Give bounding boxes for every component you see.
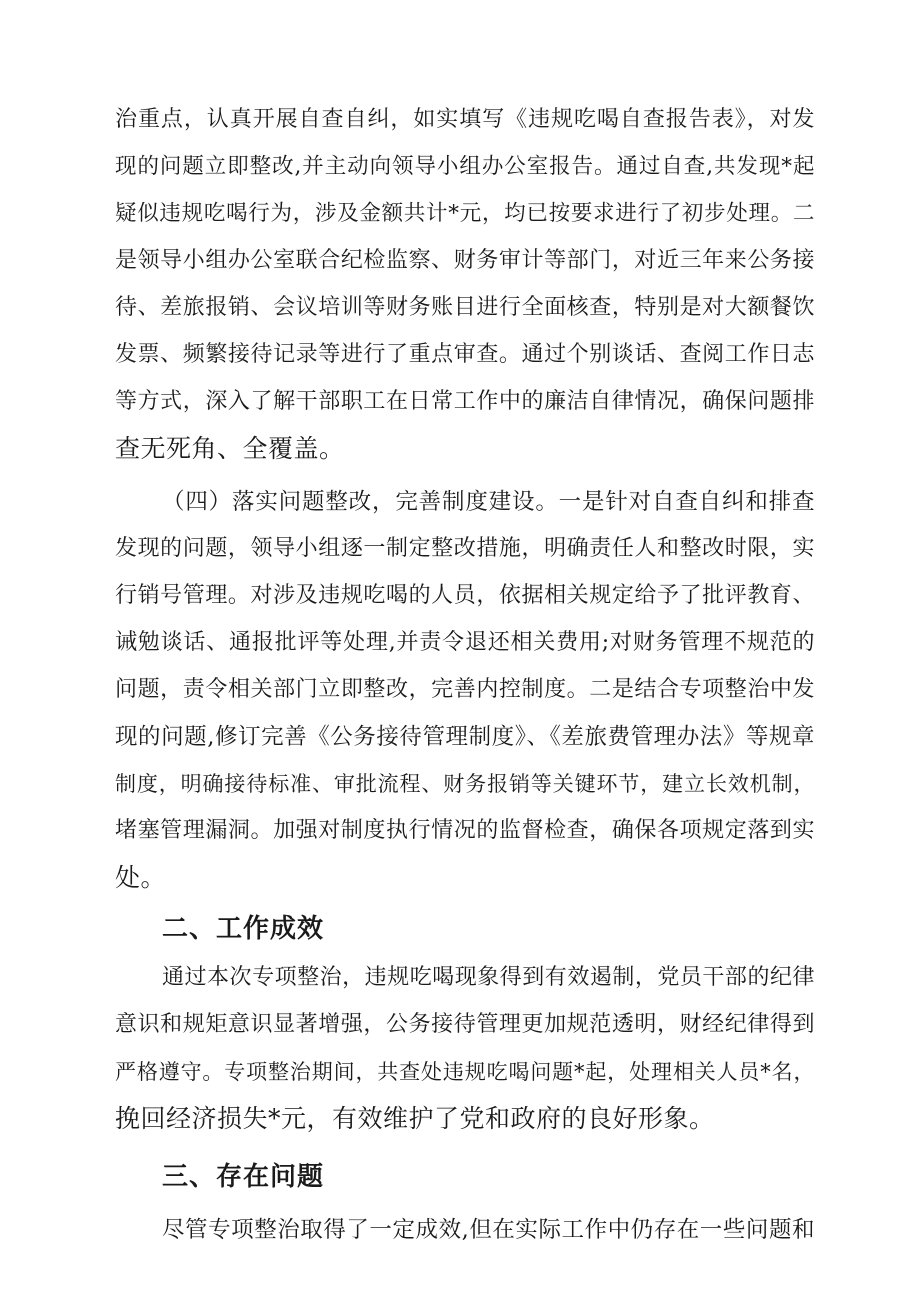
paragraph-line: 挽回经济损失*元，有效维护了党和政府的良好形象。	[115, 1104, 715, 1133]
paragraph-line: 疑似违规吃喝行为，涉及金额共计*元，均已按要求进行了初步处理。二	[115, 201, 815, 226]
paragraph-line: 待、差旅报销、会议培训等财务账目进行全面核查，特别是对大额餐饮	[115, 295, 815, 320]
paragraph-line: 堵塞管理漏洞。加强对制度执行情况的监督检查，确保各项规定落到实	[115, 818, 815, 843]
paragraph-line: 等方式，深入了解干部职工在日常工作中的廉洁自律情况，确保问题排	[115, 389, 815, 414]
section-heading: 二、工作成效	[162, 914, 325, 944]
paragraph-line: 是领导小组办公室联合纪检监察、财务审计等部门，对近三年来公务接	[115, 248, 815, 273]
paragraph-line: 诫勉谈话、通报批评等处理,并责令退还相关费用;对财务管理不规范的	[115, 630, 815, 655]
paragraph-line: 发票、频繁接待记录等进行了重点审查。通过个别谈话、查阅工作日志	[115, 342, 815, 367]
paragraph-line: 行销号管理。对涉及违规吃喝的人员，依据相关规定给予了批评教育、	[115, 583, 815, 608]
paragraph-first-line: （四）落实问题整改，完善制度建设。一是针对自查自纠和排查	[162, 489, 815, 515]
paragraph-line: 现的问题,修订完善《公务接待管理制度》、《差旅费管理办法》等规章	[115, 724, 815, 750]
paragraph-line: 治重点，认真开展自查自纠，如实填写《违规吃喝自查报告表》，对发	[115, 107, 815, 132]
section-heading: 三、存在问题	[162, 1162, 325, 1192]
paragraph-line: 严格遵守。专项整治期间，共查处违规吃喝问题*起，处理相关人员*名，	[115, 1060, 815, 1084]
paragraph-first-line: 尽管专项整治取得了一定成效,但在实际工作中仍存在一些问题和	[162, 1217, 815, 1243]
paragraph-line: 发现的问题，领导小组逐一制定整改措施，明确责任人和整改时限，实	[115, 536, 815, 561]
paragraph-line: 查无死角、全覆盖。	[115, 434, 345, 463]
paragraph-line: 问题，责令相关部门立即整改，完善内控制度。二是结合专项整治中发	[115, 677, 815, 702]
paragraph-line: 处。	[115, 863, 167, 892]
paragraph-line: 制度，明确接待标准、审批流程、财务报销等关键环节，建立长效机制，	[115, 772, 815, 796]
paragraph-line: 现的问题立即整改,并主动向领导小组办公室报告。通过自查,共发现*起	[115, 154, 815, 179]
paragraph-line: 意识和规矩意识显著增强，公务接待管理更加规范透明，财经纪律得到	[115, 1012, 815, 1037]
paragraph-first-line: 通过本次专项整治，违规吃喝现象得到有效遏制，党员干部的纪律	[162, 965, 815, 990]
